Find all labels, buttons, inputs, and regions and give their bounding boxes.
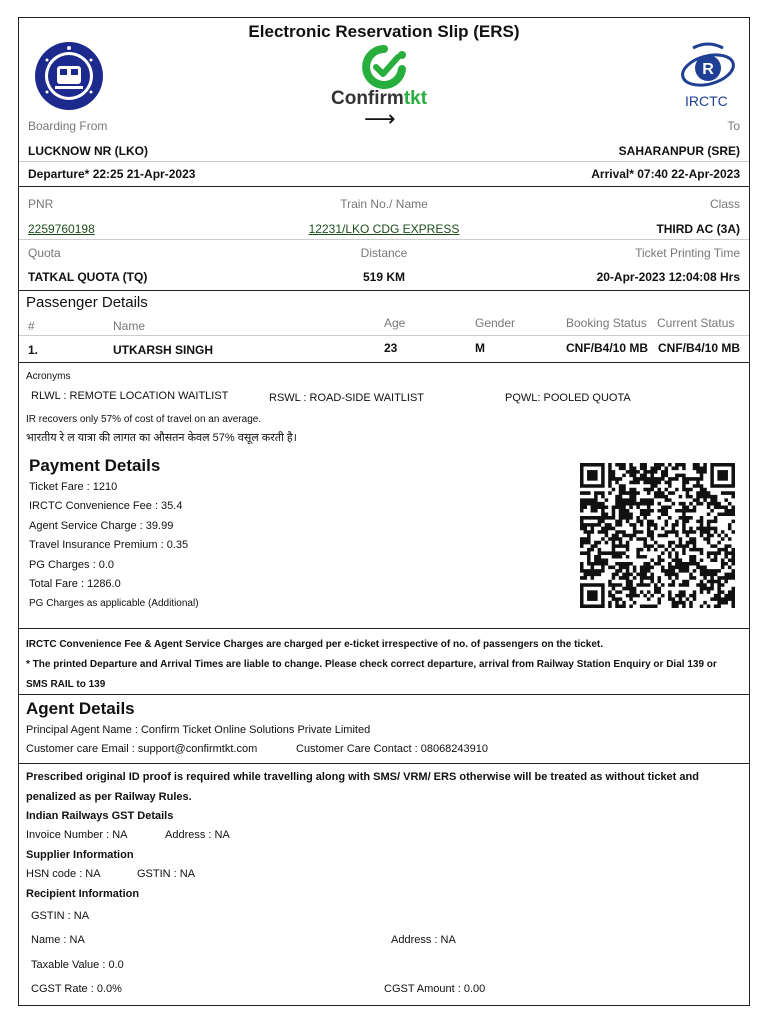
quota-label: Quota [28,246,61,260]
cgst-rate: CGST Rate : 0.0% [31,983,122,995]
cgst-amount: CGST Amount : 0.00 [384,983,486,995]
train-name[interactable]: 12231/LKO CDG EXPRESS [308,222,460,236]
hsn-code: HSN code : NA [26,868,101,880]
svg-text:R: R [702,61,714,78]
supplier-info-heading: Supplier Information [26,849,134,861]
divider [19,239,749,240]
timing-notice-continued: SMS RAIL to 139 [26,679,106,690]
boarding-from-label: Boarding From [28,119,108,133]
quota-value: TATKAL QUOTA (TQ) [28,270,148,284]
distance-value: 519 KM [362,270,406,284]
divider [18,763,750,764]
pnr-number[interactable]: 2259760198 [28,222,95,236]
divider [19,335,749,336]
print-time-label: Ticket Printing Time [635,246,740,260]
divider [18,694,750,695]
irctc-logo-icon [677,42,739,94]
confirmtkt-logo-icon [358,45,410,89]
pg-charges: PG Charges : 0.0 [29,559,114,571]
page-title: Electronic Reservation Slip (ERS) [248,22,520,41]
passenger-gender: M [475,341,485,355]
recipient-address: Address : NA [391,934,456,946]
acronyms-heading: Acronyms [26,371,71,382]
irctc-label: IRCTC [685,93,728,109]
ir-note-hindi: भारतीय रे ल यात्रा की लागत का औसतन केवल 57% वसूल करती है। [26,432,297,444]
taxable-value: Taxable Value : 0.0 [31,959,124,971]
train-label: Train No./ Name [340,197,428,211]
class-label: Class [709,197,740,211]
principal-agent: Principal Agent Name : Confirm Ticket Online Solutions Private Limited [26,724,371,736]
customer-care-email: Customer care Email : support@confirmtkt.com [26,743,258,755]
acronym-pqwl: PQWL: POOLED QUOTA [505,392,631,404]
gst-address: Address : NA [165,829,230,841]
recipient-gstin: GSTIN : NA [31,910,90,922]
passenger-age: 23 [384,341,398,355]
recipient-info-heading: Recipient Information [26,888,140,900]
convenience-fee: IRCTC Convenience Fee : 35.4 [29,500,183,512]
to-label: To [727,119,740,133]
print-time-value: 20-Apr-2023 12:04:08 Hrs [596,270,740,284]
distance-label: Distance [360,246,408,260]
invoice-number: Invoice Number : NA [26,829,128,841]
acronym-rlwl: RLWL : REMOTE LOCATION WAITLIST [31,390,229,402]
divider [18,362,750,363]
qr-code-icon [580,463,735,608]
customer-care-contact: Customer Care Contact : 08068243910 [296,743,489,755]
gst-heading: Indian Railways GST Details [26,810,174,822]
passenger-name: UTKARSH SINGH [113,343,214,357]
id-proof-notice: Prescribed original ID proof is required while travelling along with SMS/ VRM/ ERS otherwise will be treated as without ticket and [26,771,699,783]
indian-railways-logo-icon [33,40,105,112]
divider [19,161,749,162]
supplier-gstin: GSTIN : NA [137,868,196,880]
departure-time: Departure* 22:25 21-Apr-2023 [28,167,196,181]
col-name-header: Name [113,319,146,333]
passenger-details-heading: Passenger Details [26,294,148,311]
id-proof-notice-continued: penalized as per Railway Rules. [26,791,192,803]
booking-status: CNF/B4/10 MB [566,341,649,355]
col-booking-status-header: Booking Status [566,316,647,330]
pnr-label: PNR [28,197,54,211]
divider [18,186,750,187]
divider [18,628,750,629]
recipient-name: Name : NA [31,934,85,946]
current-status: CNF/B4/10 MB [658,341,741,355]
acronym-rswl: RSWL : ROAD-SIDE WAITLIST [269,392,425,404]
travel-class: THIRD AC (3A) [656,222,740,236]
journey-arrow-icon: ⟶ [364,106,396,131]
arrival-time: Arrival* 07:40 22-Apr-2023 [591,167,740,181]
payment-details-heading: Payment Details [29,456,161,475]
col-number-header: # [28,319,35,333]
to-station: SAHARANPUR (SRE) [618,144,740,158]
agent-details-heading: Agent Details [26,699,135,718]
col-age-header: Age [384,316,406,330]
convenience-fee-notice: IRCTC Convenience Fee & Agent Service Charges are charged per e-ticket irrespective of no. of passengers on the ticket. [26,639,604,650]
agent-service-charge: Agent Service Charge : 39.99 [29,520,174,532]
ir-note-english: IR recovers only 57% of cost of travel on an average. [26,414,262,425]
confirmtkt-wordmark: Confirmtkt [331,88,428,109]
insurance-premium: Travel Insurance Premium : 0.35 [29,539,189,551]
ticket-fare: Ticket Fare : 1210 [29,481,118,493]
col-gender-header: Gender [475,316,516,330]
divider [18,290,750,291]
from-station: LUCKNOW NR (LKO) [28,144,148,158]
col-current-status-header: Current Status [657,316,735,330]
pg-note: PG Charges as applicable (Additional) [29,598,199,609]
passenger-number: 1. [28,343,39,357]
total-fare: Total Fare : 1286.0 [29,578,121,590]
timing-notice: * The printed Departure and Arrival Times are liable to change. Please check correct departure, arrival from Railway Station Enquiry or Dial 139 or [26,659,717,670]
